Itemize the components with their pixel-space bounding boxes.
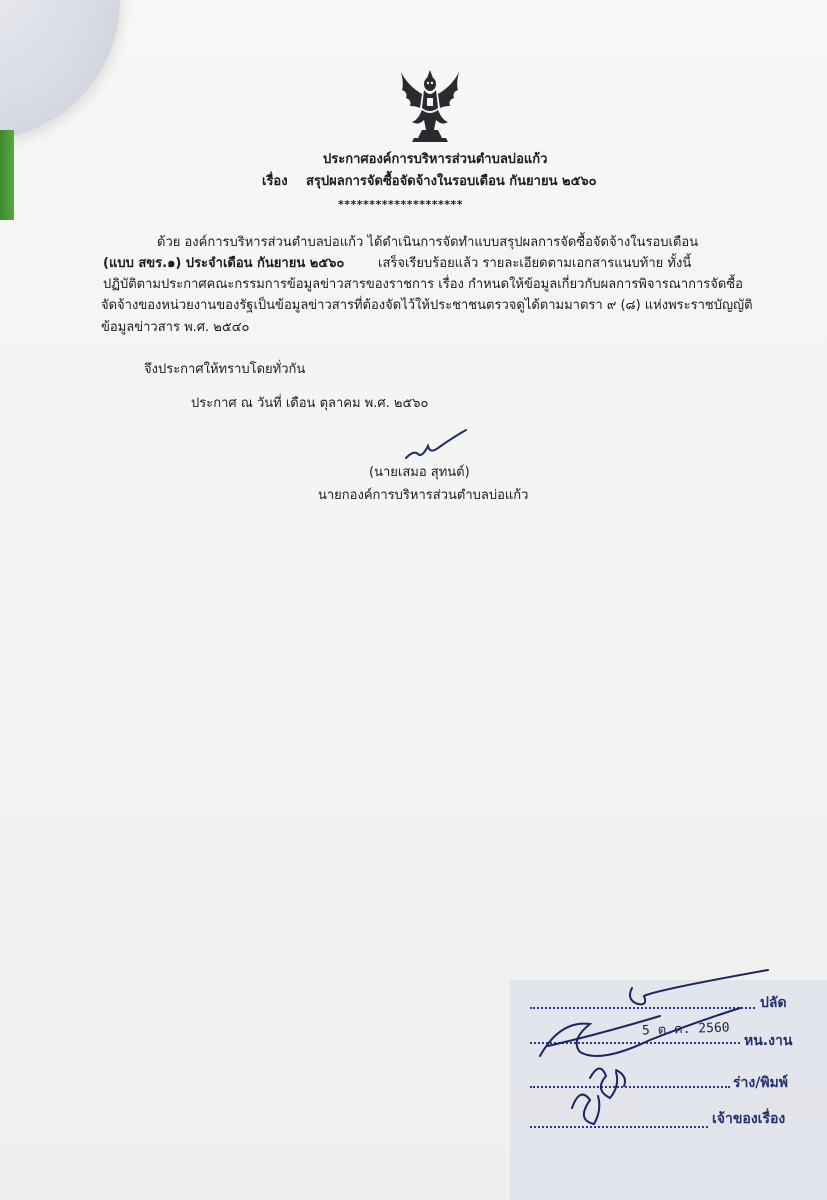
date-line: ประกาศ ณ วันที่ เดือน ตุลาคม พ.ศ. ๒๕๖๐ bbox=[191, 396, 429, 411]
separator-stars: ******************** bbox=[338, 198, 464, 211]
stamp-label-drafter: ร่าง/พิมพ์ bbox=[733, 1075, 789, 1091]
stamp-label-head: ปลัด bbox=[760, 995, 787, 1011]
stamp-signatures bbox=[520, 960, 827, 1200]
page-curl bbox=[0, 0, 120, 140]
signatory-name: (นายเสมอ สุทนต์) bbox=[369, 465, 470, 480]
background-edge bbox=[0, 130, 14, 220]
body-line-2-bold: (แบบ สขร.๑) ประจำเดือน กันยายน ๒๕๖๐ bbox=[103, 256, 345, 271]
stamp-label-owner: เจ้าของเรื่อง bbox=[712, 1111, 786, 1127]
subject-text: สรุปผลการจัดซื้อจัดจ้างในรอบเดือน กันยายน ๒๕๖๐ bbox=[306, 174, 597, 189]
signatory-position: นายกองค์การบริหารส่วนตำบลบ่อแก้ว bbox=[318, 488, 529, 503]
body-line-2-rest: เสร็จเรียบร้อยแล้ว รายละเอียดตามเอกสารแนบท้าย ทั้งนี้ bbox=[378, 256, 692, 271]
stamp-label-section-head: หน.งาน bbox=[744, 1033, 793, 1049]
body-line-4: จัดจ้างของหน่วยงานของรัฐเป็นข้อมูลข่าวสารที่ต้องจัดไว้ให้ประชาชนตรวจดูได้ตามมาตรา ๙ (๘) แห่งพระราชบัญญัติ bbox=[101, 298, 753, 313]
stamp-date: 5 ต.ค. 2560 bbox=[641, 1020, 730, 1039]
announcement-title: ประกาศองค์การบริหารส่วนตำบลบ่อแก้ว bbox=[323, 152, 548, 167]
announce-line: จึงประกาศให้ทราบโดยทั่วกัน bbox=[144, 362, 306, 377]
body-line-3: ปฏิบัติตามประกาศคณะกรรมการข้อมูลข่าวสารของราชการ เรื่อง กำหนดให้ข้อมูลเกี่ยวกับผลการพิจารณาการจัดซื้อ bbox=[103, 277, 743, 292]
garuda-emblem-icon bbox=[398, 68, 462, 144]
body-line-1: ด้วย องค์การบริหารส่วนตำบลบ่อแก้ว ได้ดำเนินการจัดทำแบบสรุปผลการจัดซื้อจัดจ้างในรอบเดือน bbox=[157, 235, 699, 250]
body-line-5: ข้อมูลข่าวสาร พ.ศ. ๒๕๔๐ bbox=[101, 320, 250, 335]
subject-label: เรื่อง bbox=[262, 174, 288, 189]
signature-mark bbox=[400, 426, 470, 466]
